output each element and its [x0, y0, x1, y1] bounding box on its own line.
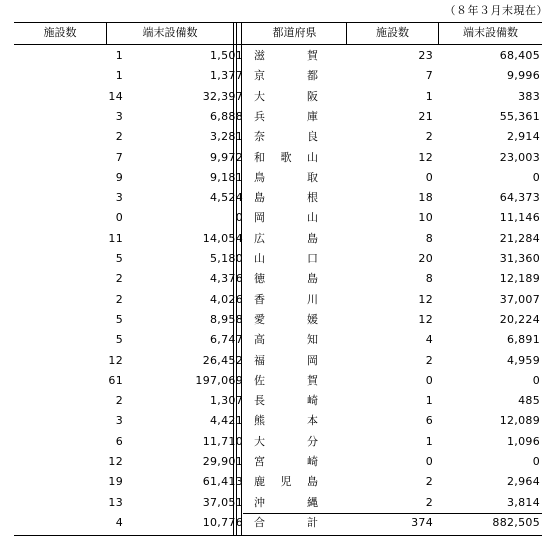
- left-equipment-cell: 6,888: [210, 109, 243, 123]
- right-equipment-cell: 0: [532, 170, 540, 184]
- left-count-cell: 12: [108, 455, 123, 468]
- header-right-equipment: 端末設備数: [463, 26, 518, 39]
- table-row: [14, 329, 542, 350]
- left-count-cell: 1: [115, 69, 123, 83]
- table-row: [14, 431, 542, 452]
- right-equipment-cell: 20,224: [499, 312, 540, 326]
- left-equipment-cell: 37,051: [202, 495, 243, 509]
- left-count-cell: 61: [108, 373, 123, 387]
- right-count-cell: 1: [425, 394, 433, 408]
- left-equipment-cell: 1,501: [210, 49, 243, 62]
- table-row: [14, 187, 542, 208]
- left-count-cell: 2: [115, 292, 123, 306]
- right-count-cell: 2: [425, 130, 433, 144]
- right-count-cell: 10: [418, 211, 433, 225]
- header-prefecture: 都道府県: [272, 26, 317, 39]
- table-row: [14, 268, 542, 289]
- prefecture-cell: 熊本: [254, 414, 318, 428]
- right-count-cell: 0: [425, 373, 433, 387]
- prefecture-cell: 和歌山: [254, 150, 318, 164]
- prefecture-cell: 高知: [254, 333, 318, 347]
- left-count-cell: 3: [115, 191, 123, 205]
- left-equipment-cell: 4,376: [210, 272, 243, 286]
- prefecture-cell: 兵庫: [254, 109, 318, 123]
- right-equipment-cell: 3,814: [507, 495, 540, 509]
- left-equipment-cell: 61,413: [202, 475, 243, 489]
- right-count-cell: 1: [425, 89, 433, 103]
- prefecture-cell: 岡山: [254, 211, 318, 225]
- prefecture-cell: 山口: [254, 252, 318, 265]
- right-count-cell: 374: [411, 515, 433, 529]
- prefecture-cell: 鳥取: [254, 170, 318, 184]
- left-count-cell: 2: [115, 394, 123, 408]
- prefecture-cell: 愛媛: [254, 312, 318, 326]
- prefecture-cell: 徳島: [254, 272, 318, 286]
- prefecture-cell: 奈良: [254, 130, 318, 144]
- table-row: [14, 390, 542, 411]
- right-equipment-cell: 55,361: [499, 109, 540, 123]
- left-equipment-cell: 1,307: [210, 394, 243, 408]
- right-count-cell: 0: [425, 170, 433, 184]
- left-count-cell: 5: [115, 252, 123, 265]
- left-equipment-cell: 10,776: [202, 515, 243, 529]
- table-row: [14, 45, 542, 66]
- right-count-cell: 12: [418, 292, 433, 306]
- right-count-cell: 12: [418, 150, 433, 164]
- right-count-cell: 8: [425, 231, 433, 245]
- right-equipment-cell: 0: [532, 455, 540, 468]
- table-row: [14, 228, 542, 249]
- right-equipment-cell: 485: [518, 394, 540, 408]
- right-equipment-cell: 64,373: [499, 191, 540, 205]
- left-equipment-cell: 11,710: [202, 434, 243, 448]
- right-count-cell: 6: [425, 414, 433, 428]
- table-row: [14, 126, 542, 147]
- prefecture-cell: 宮崎: [254, 455, 318, 468]
- left-equipment-cell: 29,901: [202, 455, 243, 468]
- table-row: [14, 410, 542, 431]
- left-equipment-cell: 26,452: [202, 353, 243, 367]
- right-count-cell: 12: [418, 312, 433, 326]
- left-count-cell: 14: [108, 89, 123, 103]
- table-row: [14, 289, 542, 310]
- left-equipment-cell: 4,524: [210, 191, 243, 205]
- left-equipment-cell: 3,281: [210, 130, 243, 144]
- table-row: [14, 512, 542, 533]
- right-equipment-cell: 23,003: [499, 150, 540, 164]
- left-equipment-cell: 197,069: [195, 373, 243, 387]
- right-equipment-cell: 6,891: [507, 333, 540, 347]
- prefecture-cell: 鹿児島: [254, 475, 318, 489]
- left-equipment-cell: 14,054: [202, 231, 243, 245]
- prefecture-cell: 島根: [254, 191, 318, 205]
- left-count-cell: 1: [115, 49, 123, 62]
- left-equipment-cell: 5,180: [210, 252, 243, 265]
- right-count-cell: 21: [418, 109, 433, 123]
- prefecture-cell: 佐賀: [254, 373, 318, 387]
- right-count-cell: 4: [425, 333, 433, 347]
- header-left-equipment: 端末設備数: [142, 26, 198, 39]
- table-row: [14, 147, 542, 168]
- right-count-cell: 2: [425, 475, 433, 489]
- left-equipment-cell: 9,181: [210, 170, 243, 184]
- right-equipment-cell: 1,096: [507, 434, 540, 448]
- table-row: [14, 106, 542, 127]
- left-equipment-cell: 8,958: [210, 312, 243, 326]
- left-count-cell: 13: [108, 495, 123, 509]
- right-equipment-cell: 68,405: [499, 49, 540, 62]
- left-equipment-cell: 4,421: [210, 414, 243, 428]
- table-row: [14, 492, 542, 513]
- table-row: [14, 167, 542, 188]
- table-row: [14, 309, 542, 330]
- prefecture-cell: 合計: [254, 515, 318, 529]
- prefecture-cell: 大分: [254, 434, 318, 448]
- right-equipment-cell: 882,505: [492, 515, 540, 529]
- left-equipment-cell: 9,972: [210, 150, 243, 164]
- left-equipment-cell: 1,377: [210, 69, 243, 83]
- right-equipment-cell: 2,914: [507, 130, 540, 144]
- left-count-cell: 12: [108, 353, 123, 367]
- header-right-count: 施設数: [376, 26, 409, 39]
- right-count-cell: 1: [425, 434, 433, 448]
- right-equipment-cell: 9,996: [507, 69, 540, 83]
- right-equipment-cell: 11,146: [499, 211, 540, 225]
- prefecture-cell: 滋賀: [254, 49, 318, 62]
- prefecture-cell: 京都: [254, 69, 318, 83]
- left-count-cell: 11: [108, 231, 123, 245]
- left-count-cell: 5: [115, 312, 123, 326]
- right-equipment-cell: 21,284: [499, 231, 540, 245]
- right-count-cell: 8: [425, 272, 433, 286]
- right-count-cell: 2: [425, 353, 433, 367]
- right-count-cell: 23: [418, 49, 433, 62]
- right-equipment-cell: 383: [518, 89, 540, 103]
- right-equipment-cell: 37,007: [499, 292, 540, 306]
- left-count-cell: 5: [115, 333, 123, 347]
- table-row: [14, 248, 542, 269]
- left-count-cell: 19: [108, 475, 123, 489]
- left-equipment-cell: 6,747: [210, 333, 243, 347]
- left-equipment-cell: 32,397: [202, 89, 243, 103]
- left-equipment-cell: 0: [235, 211, 243, 225]
- table-row: [14, 65, 542, 86]
- left-count-cell: 2: [115, 272, 123, 286]
- prefecture-cell: 大阪: [254, 89, 318, 103]
- left-count-cell: 9: [115, 170, 123, 184]
- left-count-cell: 4: [115, 515, 123, 529]
- left-count-cell: 3: [115, 109, 123, 123]
- left-count-cell: 7: [115, 150, 123, 164]
- table-row: [14, 350, 542, 371]
- right-equipment-cell: 12,089: [499, 414, 540, 428]
- right-count-cell: 20: [418, 252, 433, 265]
- right-count-cell: 2: [425, 495, 433, 509]
- prefecture-cell: 福岡: [254, 353, 318, 367]
- left-count-cell: 6: [115, 434, 123, 448]
- left-equipment-cell: 4,026: [210, 292, 243, 306]
- table-row: [14, 471, 542, 492]
- right-count-cell: 0: [425, 455, 433, 468]
- table-row: [14, 451, 542, 472]
- left-count-cell: 0: [115, 211, 123, 225]
- right-equipment-cell: 4,959: [507, 353, 540, 367]
- prefecture-cell: 香川: [254, 292, 318, 306]
- right-count-cell: 18: [418, 191, 433, 205]
- right-equipment-cell: 2,964: [507, 475, 540, 489]
- header-left-count: 施設数: [43, 26, 77, 39]
- left-count-cell: 2: [115, 130, 123, 144]
- prefecture-cell: 広島: [254, 231, 318, 245]
- right-count-cell: 7: [425, 69, 433, 83]
- prefecture-cell: 沖縄: [254, 495, 318, 509]
- table-row: [14, 86, 542, 107]
- right-equipment-cell: 12,189: [499, 272, 540, 286]
- date-note: （８年３月末現在）: [444, 4, 548, 17]
- prefecture-cell: 長崎: [254, 394, 318, 408]
- table-row: [14, 207, 542, 228]
- left-count-cell: 3: [115, 414, 123, 428]
- right-equipment-cell: 31,360: [499, 252, 540, 265]
- right-equipment-cell: 0: [532, 373, 540, 387]
- table-row: [14, 370, 542, 391]
